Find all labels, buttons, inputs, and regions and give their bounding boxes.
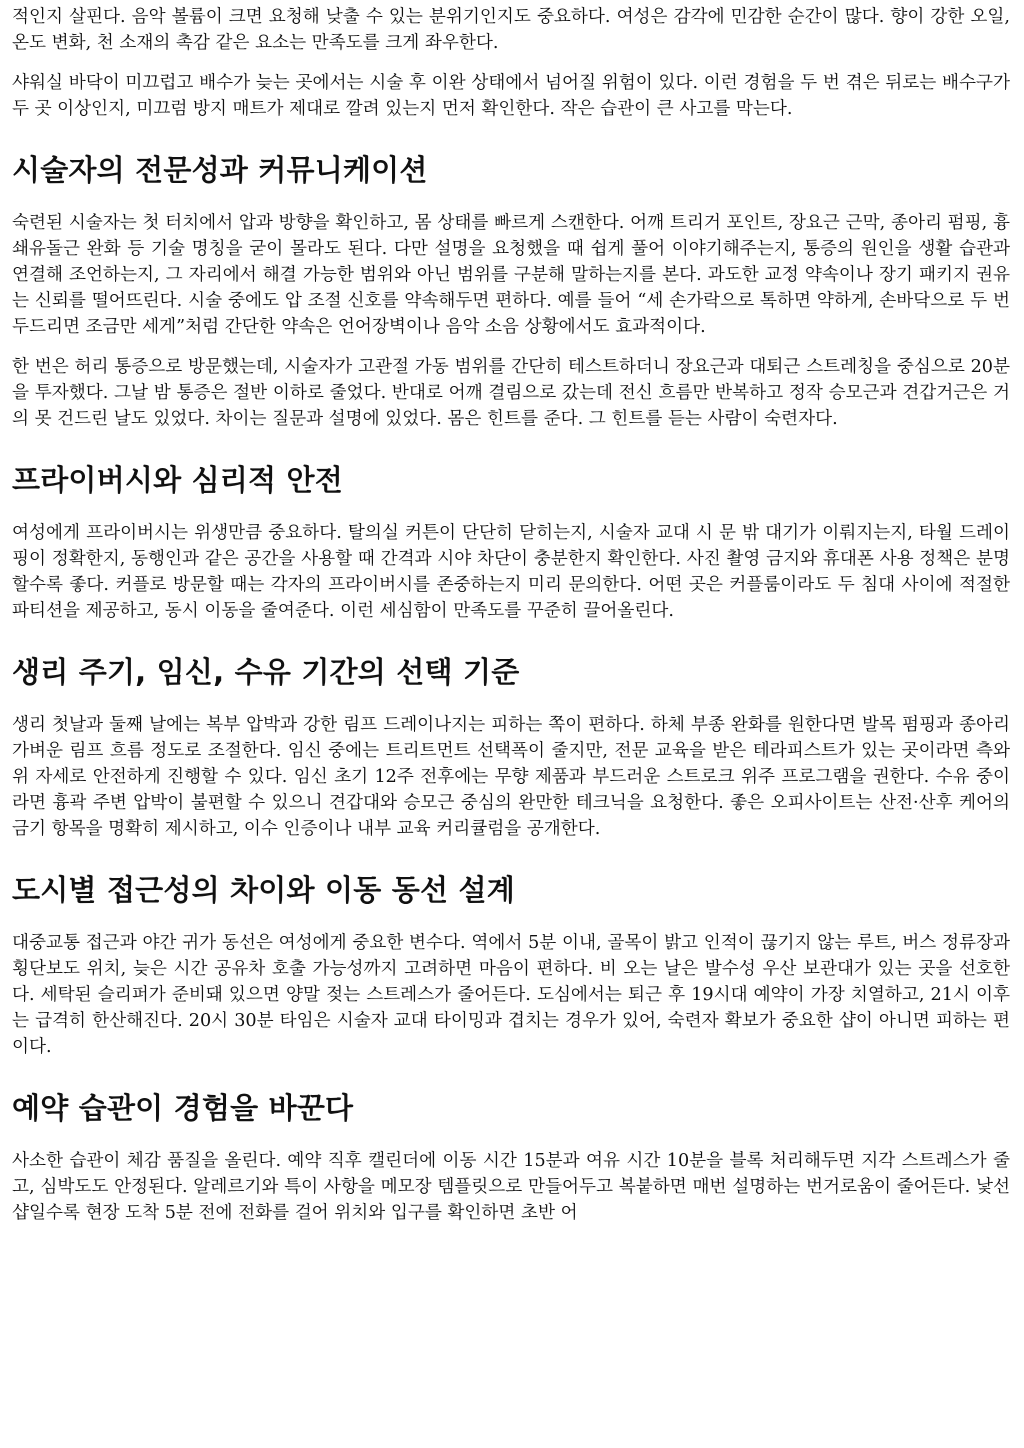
- section-heading: 시술자의 전문성과 커뮤니케이션: [12, 153, 428, 187]
- intro-paragraph-2: 샤워실 바닥이 미끄럽고 배수가 늦는 곳에서는 시술 후 이완 상태에서 넘어질 위험이 있다. 이런 경험을 두 번 겪은 뒤로는 배수구가 두 곳 이상인지, 미끄럼 방지 매트가 제대로 깔려 있는지 먼저 확인한다. 작은 습관이 큰 사고를 막는다.: [12, 73, 1010, 119]
- section-privacy: [12, 462, 1010, 624]
- section-paragraph: 여성에게 프라이버시는 위생만큼 중요하다. 탈의실 커튼이 단단히 닫히는지, 시술자 교대 시 문 밖 대기가 이뤄지는지, 타월 드레이핑이 정확한지, 동행인과 같은 공간을 사용할 때 간격과 시야 차단이 충분한지 확인한다. 사진 촬영 금지와 휴대폰 사용 정책은 분명할수록 좋다. 커플로 방문할 때는 각자의 프라이버시를 존중하는지 미리 문의한다. 어떤 곳은 커플룸이라도 두 침대 사이에 적절한 파티션을 제공하고, 동시 이동을 줄여준다. 이런 세심함이 만족도를 꾸준히 끌어올린다.: [12, 523, 1010, 621]
- section-heading: 프라이버시와 심리적 안전: [12, 463, 343, 497]
- section-menstrual-pregnancy: [12, 654, 1010, 842]
- section-paragraph: 대중교통 접근과 야간 귀가 동선은 여성에게 중요한 변수다. 역에서 5분 이내, 골목이 밝고 인적이 끊기지 않는 루트, 버스 정류장과 횡단보도 위치, 늦은 시간 공유차 호출 가능성까지 고려하면 마음이 편하다. 비 오는 날은 발수성 우산 보관대가 있는 곳을 선호한다. 세탁된 슬리퍼가 준비돼 있으면 양말 젖는 스트레스가 줄어든다. 도심에서는 퇴근 후 19시대 예약이 가장 치열하고, 21시 이후는 급격히 한산해진다. 20시 30분 타임은 시술자 교대 타이밍과 겹치는 경우가 있어, 숙련자 확보가 중요한 샵이 아니면 피하는 편이다.: [12, 933, 1010, 1057]
- intro-paragraph-1: 적인지 살핀다. 음악 볼륨이 크면 요청해 낮출 수 있는 분위기인지도 중요하다. 여성은 감각에 민감한 순간이 많다. 향이 강한 오일, 온도 변화, 천 소재의 촉감 같은 요소는 만족도를 크게 좌우한다.: [12, 7, 1010, 53]
- section-paragraph: 사소한 습관이 체감 품질을 올린다. 예약 직후 캘린더에 이동 시간 15분과 여유 시간 10분을 블록 처리해두면 지각 스트레스가 줄고, 심박도도 안정된다. 알레르기와 특이 사항을 메모장 템플릿으로 만들어두고 복붙하면 매번 설명하는 번거로움이 줄어든다. 낯선 샵일수록 현장 도착 5분 전에 전화를 걸어 위치와 입구를 확인하면 초반 어: [12, 1151, 1010, 1223]
- section-city-access: [12, 872, 1010, 1060]
- section-heading: 생리 주기, 임신, 수유 기간의 선택 기준: [12, 655, 520, 689]
- section-paragraph: 한 번은 허리 통증으로 방문했는데, 시술자가 고관절 가동 범위를 간단히 테스트하더니 장요근과 대퇴근 스트레칭을 중심으로 20분을 투자했다. 그날 밤 통증은 절반 이하로 줄었다. 반대로 어깨 결림으로 갔는데 전신 흐름만 반복하고 정작 승모근과 견갑거근은 거의 못 건드린 날도 있었다. 차이는 질문과 설명에 있었다. 몸은 힌트를 준다. 그 힌트를 듣는 사람이 숙련자다.: [12, 357, 1010, 429]
- section-paragraph: 숙련된 시술자는 첫 터치에서 압과 방향을 확인하고, 몸 상태를 빠르게 스캔한다. 어깨 트리거 포인트, 장요근 근막, 종아리 펌핑, 흉쇄유돌근 완화 등 기술 명칭을 굳이 몰라도 된다. 다만 설명을 요청했을 때 쉽게 풀어 이야기해주는지, 통증의 원인을 생활 습관과 연결해 조언하는지, 그 자리에서 해결 가능한 범위와 아닌 범위를 구분해 말하는지를 본다. 과도한 교정 약속이나 장기 패키지 권유는 신뢰를 떨어뜨린다. 시술 중에도 압 조절 신호를 약속해두면 편하다. 예를 들어 “세 손가락으로 톡하면 약하게, 손바닥으로 두 번 두드리면 조금만 세게”처럼 간단한 약속은 언어장벽이나 음악 소음 상황에서도 효과적이다.: [12, 213, 1010, 337]
- article-body: [12, 0, 1010, 1240]
- section-booking-habits: [12, 1090, 1010, 1226]
- section-heading: 예약 습관이 경험을 바꾼다: [12, 1091, 354, 1125]
- section-paragraph: 생리 첫날과 둘째 날에는 복부 압박과 강한 림프 드레이나지는 피하는 쪽이 편하다. 하체 부종 완화를 원한다면 발목 펌핑과 종아리 가벼운 림프 흐름 정도로 조절한다. 임신 중에는 트리트먼트 선택폭이 줄지만, 전문 교육을 받은 테라피스트가 있는 곳이라면 측와위 자세로 안전하게 진행할 수 있다. 임신 초기 12주 전후에는 무향 제품과 부드러운 스트로크 위주 프로그램을 권한다. 수유 중이라면 흉곽 주변 압박이 불편할 수 있으니 견갑대와 승모근 중심의 완만한 테크닉을 요청한다. 좋은 오피사이트는 산전·산후 케어의 금기 항목을 명확히 제시하고, 이수 인증이나 내부 교육 커리큘럼을 공개한다.: [12, 715, 1010, 839]
- section-heading: 도시별 접근성의 차이와 이동 동선 설계: [12, 873, 515, 907]
- section-practitioner-expertise: [12, 152, 1010, 432]
